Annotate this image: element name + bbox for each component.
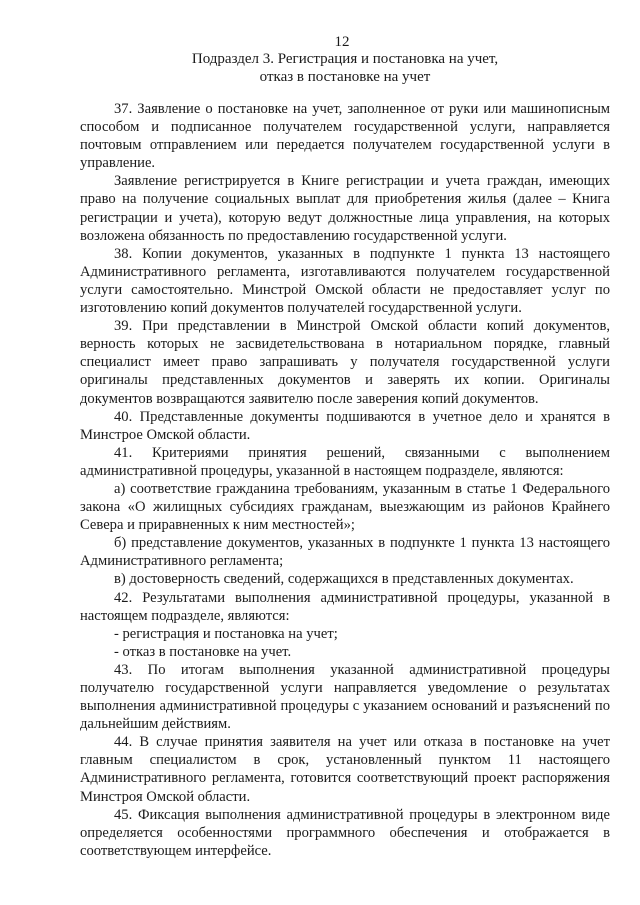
paragraph-42: 42. Результатами выполнения административной процедуры, указанной в настоящем подразделе, являются: — [80, 589, 610, 624]
paragraph-42-item-2: - отказ в постановке на учет. — [114, 643, 292, 660]
paragraph-41: 41. Критериями принятия решений, связанными с выполнением административной процедуры, указанной в настоящем подразделе, являются: — [80, 444, 610, 479]
paragraph-38: 38. Копии документов, указанных в подпункте 1 пункта 13 настоящего Административного регламента, изготавливаются получателем государственной услуги самостоятельно. Минстрой Омской области не предоставляет услуг по изготовлению копий документов получателей государственной услуги. — [80, 245, 610, 317]
paragraph-41-item-b: б) представление документов, указанных в подпункте 1 пункта 13 настоящего Административного регламента; — [80, 535, 610, 570]
paragraph-37-registration: Заявление регистрируется в Книге регистрации и учета граждан, имеющих право на получение социальных выплат для приобретения жилья (далее – Книга регистрации и учета), которую ведут должностные лица управления, на которых возложена обязанность по предоставлению государственной услуги. — [80, 173, 610, 244]
paragraph-39: 39. При представлении в Минстрой Омской области копий документов, верность которых не засвидетельствована в нотариальном порядке, главный специалист имеет право запрашивать у получателя государственной услуги оригиналы представленных документов и заверять их копии. Оригиналы документов возвращаются заявителю после заверения копий документов. — [80, 318, 610, 407]
paragraph-41-item-a: а) соответствие гражданина требованиям, указанным в статье 1 Федерального закона «О жилищных субсидиях гражданам, выезжающим из районов Крайнего Севера и приравненных к ним местностей»; — [80, 480, 610, 534]
paragraph-45: 45. Фиксация выполнения административной процедуры в электронном виде определяется особенностями программного обеспечения и отображается в соответствующем интерфейсе. — [80, 806, 610, 859]
page-number: 12 — [334, 34, 350, 50]
section-heading-line-1: Подраздел 3. Регистрация и постановка на учет, — [191, 51, 499, 67]
paragraph-40: 40. Представленные документы подшиваются в учетное дело и хранятся в Минстрое Омской области. — [80, 408, 610, 443]
section-heading-line-2: отказ в постановке на учет — [259, 69, 431, 85]
section-heading — [60, 50, 630, 86]
paragraph-42-item-1: - регистрация и постановка на учет; — [114, 625, 338, 642]
paragraph-43: 43. По итогам выполнения указанной административной процедуры получателю государственной услуги направляется уведомление о результатах выполнения административной процедуры с указанием оснований и разъяснений по дальнейшим действиям. — [80, 661, 610, 733]
paragraph-44: 44. В случае принятия заявителя на учет или отказа в постановке на учет главным специалистом в срок, установленный пунктом 11 настоящего Административного регламента, готовится соответствующий проект распоряжения Минстроя Омской области. — [80, 734, 610, 805]
paragraph-41-item-v: в) достоверность сведений, содержащихся в представленных документах. — [114, 571, 574, 588]
paragraph-37: 37. Заявление о постановке на учет, заполненное от руки или машинописным способом и подписанное получателем государственной услуги, направляется почтовым отправлением или передается получателем государственной услуги в управление. — [80, 101, 610, 172]
document-body — [80, 100, 610, 860]
